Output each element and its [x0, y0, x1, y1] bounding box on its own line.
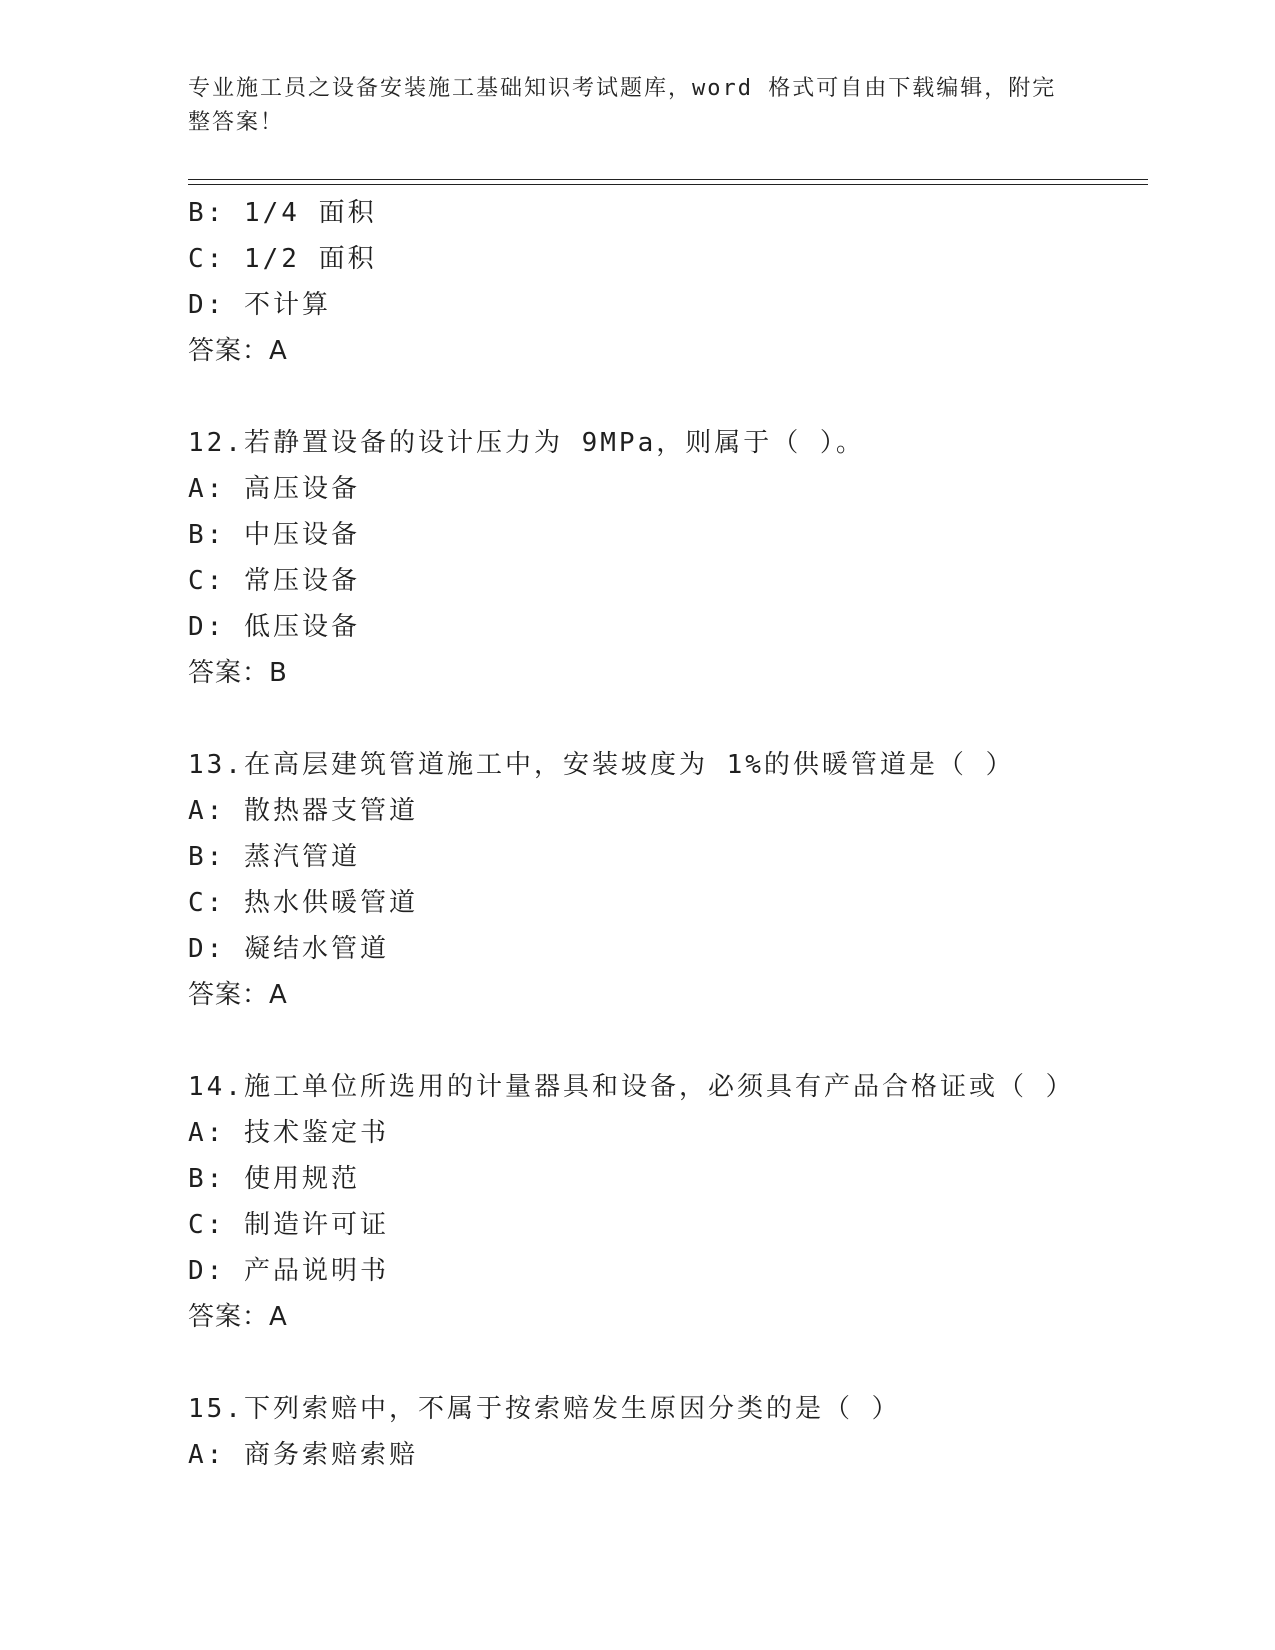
- question-11-remainder: [188, 190, 1148, 374]
- option-a: A: 商务索赔索赔: [188, 1440, 418, 1470]
- option-c: C: 制造许可证: [188, 1210, 389, 1240]
- option-c: C: 热水供暖管道: [188, 888, 418, 918]
- header-line-1: 专业施工员之设备安装施工基础知识考试题库，word 格式可自由下载编辑，附完: [188, 76, 1057, 101]
- option-d: D: 产品说明书: [188, 1256, 389, 1286]
- document-header: [188, 72, 1088, 140]
- option-b: B: 使用规范: [188, 1164, 360, 1194]
- option-b: B: 1/4 面积: [188, 198, 377, 228]
- header-divider-top: [188, 179, 1148, 180]
- answer-line: 答案：A: [188, 336, 288, 366]
- question-12: [188, 420, 1148, 696]
- header-line-2: 整答案！: [188, 110, 285, 135]
- question-stem: 12.若静置设备的设计压力为 9MPa，则属于（ ）。: [188, 428, 865, 458]
- question-15: [188, 1386, 1148, 1478]
- option-b: B: 蒸汽管道: [188, 842, 360, 872]
- spacer: [188, 696, 1148, 742]
- spacer: [188, 374, 1148, 420]
- option-a: A: 高压设备: [188, 474, 360, 504]
- question-stem: 14.施工单位所选用的计量器具和设备，必须具有产品合格证或（ ）: [188, 1072, 1075, 1102]
- option-b: B: 中压设备: [188, 520, 360, 550]
- question-stem: 15.下列索赔中，不属于按索赔发生原因分类的是（ ）: [188, 1394, 901, 1424]
- question-13: [188, 742, 1148, 1018]
- option-c: C: 常压设备: [188, 566, 360, 596]
- option-a: A: 技术鉴定书: [188, 1118, 389, 1148]
- option-c: C: 1/2 面积: [188, 244, 377, 274]
- spacer: [188, 1018, 1148, 1064]
- question-14: [188, 1064, 1148, 1340]
- question-stem: 13.在高层建筑管道施工中，安装坡度为 1%的供暖管道是（ ）: [188, 750, 1015, 780]
- answer-line: 答案：B: [188, 658, 288, 688]
- header-divider-bottom: [188, 184, 1148, 185]
- option-d: D: 凝结水管道: [188, 934, 389, 964]
- answer-line: 答案：A: [188, 1302, 288, 1332]
- answer-line: 答案：A: [188, 980, 288, 1010]
- spacer: [188, 1340, 1148, 1386]
- question-content: [188, 190, 1148, 1478]
- option-a: A: 散热器支管道: [188, 796, 418, 826]
- option-d: D: 低压设备: [188, 612, 360, 642]
- option-d: D: 不计算: [188, 290, 331, 320]
